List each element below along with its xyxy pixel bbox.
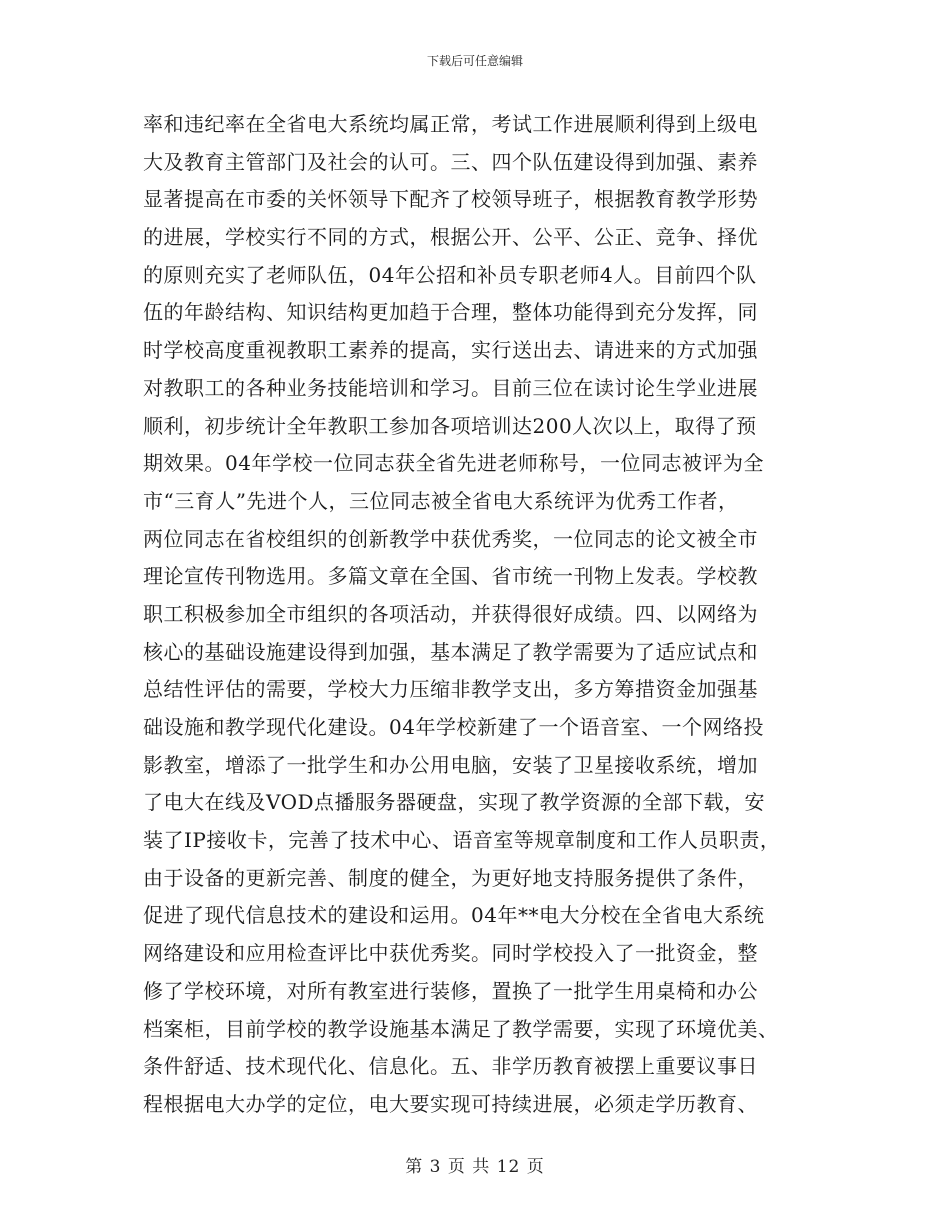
text-line: 档案柜，目前学校的教学设施基本满足了教学需要，实现了环境优美、 xyxy=(143,1016,779,1041)
text-line: 伍的年龄结构、知识结构更加趋于合理，整体功能得到充分发挥，同 xyxy=(143,300,758,325)
text-line: 对教职工的各种业务技能培训和学习。目前三位在读讨论生学业进展 xyxy=(143,375,758,400)
body-text xyxy=(143,106,823,1124)
text-line: 促进了现代信息技术的建设和运用。04年**电大分校在全省电大系统 xyxy=(143,903,765,928)
page-header: 下载后可任意编辑 xyxy=(426,54,523,68)
text-line: 时学校高度重视教职工素养的提高，实行送出去、请进来的方式加强 xyxy=(143,338,758,363)
text-line: 础设施和教学现代化建设。04年学校新建了一个语音室、一个网络投 xyxy=(143,715,764,739)
text-line: 网络建设和应用检查评比中获优秀奖。同时学校投入了一批资金，整 xyxy=(143,941,758,966)
text-line: 顺利，初步统计全年教职工参加各项培训达200人次以上，取得了预 xyxy=(143,413,757,438)
text-line: 核心的基础设施建设得到加强，基本满足了教学需要为了适应试点和 xyxy=(143,639,758,664)
text-line: 率和违纪率在全省电大系统均属正常，考试工作进展顺利得到上级电 xyxy=(143,112,758,136)
text-line: 条件舒适、技术现代化、信息化。五、非学历教育被摆上重要议事日 xyxy=(143,1054,758,1079)
text-line: 总结性评估的需要，学校大力压缩非教学支出，多方筹措资金加强基 xyxy=(143,677,758,702)
text-line: 显著提高在市委的关怀领导下配齐了校领导班子，根据教育教学形势 xyxy=(143,187,758,212)
text-line: 程根据电大办学的定位，电大要实现可持续进展，必须走学历教育、 xyxy=(143,1091,758,1116)
text-line: 影教室，增添了一批学生和办公用电脑，安装了卫星接收系统，增加 xyxy=(143,752,758,777)
text-line: 修了学校环境，对所有教室进行装修，置换了一批学生用桌椅和办公 xyxy=(143,978,758,1003)
text-line: 由于设备的更新完善、制度的健全，为更好地支持服务提供了条件， xyxy=(143,865,758,890)
page-number: 第 3 页 共 12 页 xyxy=(405,1157,545,1177)
text-line: 理论宣传刊物选用。多篇文章在全国、省市统一刊物上发表。学校教 xyxy=(143,564,758,589)
text-line: 大及教育主管部门及社会的认可。三、四个队伍建设得到加强、素养 xyxy=(143,149,758,174)
text-line: 期效果。04年学校一位同志获全省先进老师称号，一位同志被评为全 xyxy=(143,451,764,476)
text-line: 的原则充实了老师队伍，04年公招和补员专职老师4人。目前四个队 xyxy=(143,262,757,287)
text-line: 市“三育人”先进个人，三位同志被全省电大系统评为优秀工作者， xyxy=(143,488,739,513)
text-line: 装了IP接收卡，完善了技术中心、语音室等规章制度和工作人员职责， xyxy=(143,828,781,853)
text-line: 了电大在线及VOD点播服务器硬盘，实现了教学资源的全部下载，安 xyxy=(143,790,766,815)
text-line: 的进展，学校实行不同的方式，根据公开、公平、公正、竞争、择优 xyxy=(143,225,758,250)
text-line: 两位同志在省校组织的创新教学中获优秀奖，一位同志的论文被全市 xyxy=(143,526,758,551)
text-line: 职工积极参加全市组织的各项活动，并获得很好成绩。四、以网络为 xyxy=(143,601,758,626)
